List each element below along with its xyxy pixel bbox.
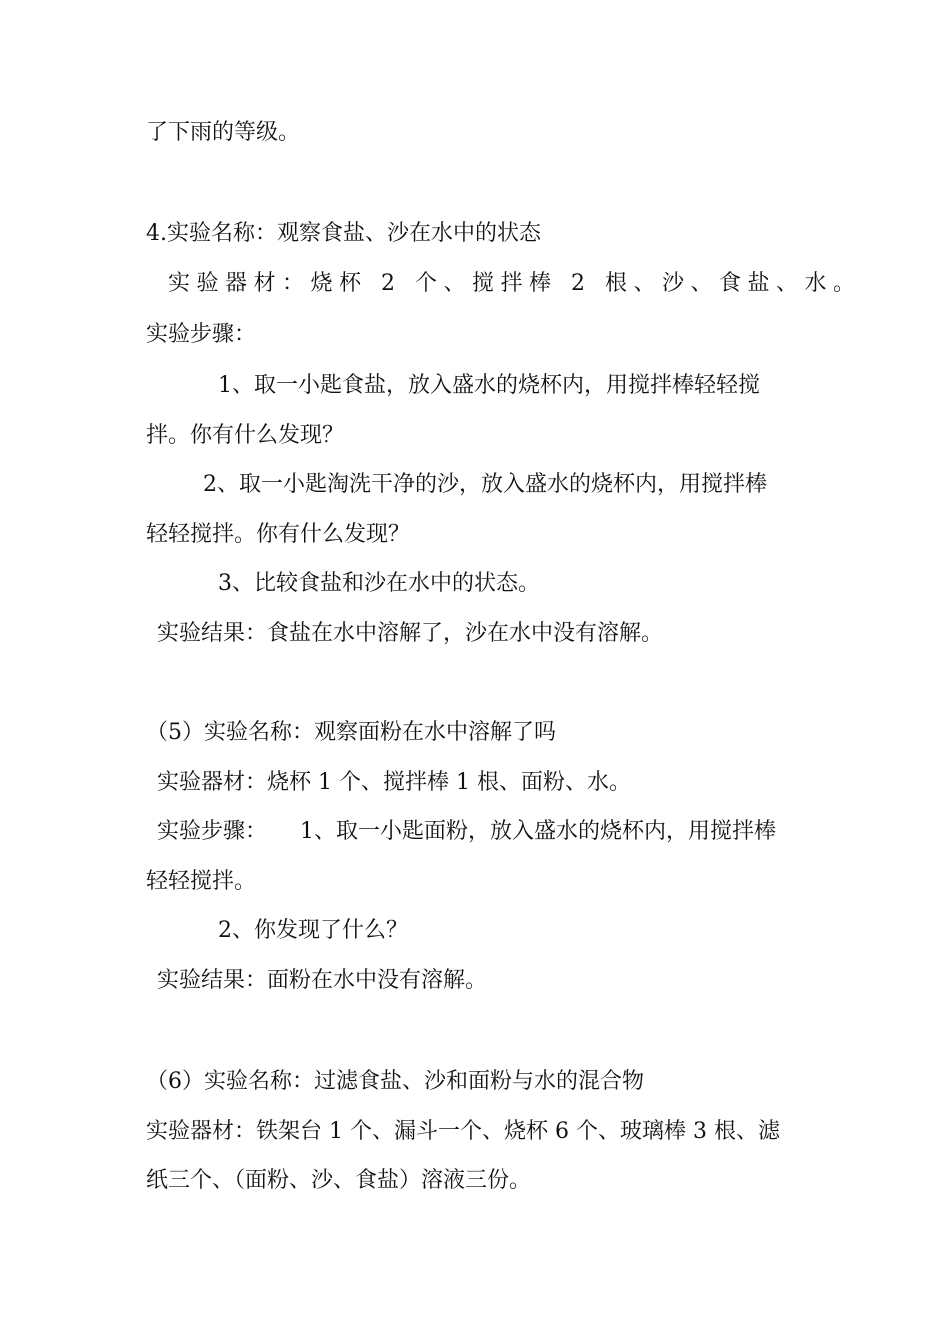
experiment-5-step-1-cont: 轻轻搅拌。 <box>146 869 257 894</box>
text-line-continuation: 了下雨的等级。 <box>146 120 301 145</box>
experiment-5-steps-label: 实验步骤： <box>157 819 268 844</box>
experiment-4-step-1: 1、取一小匙食盐，放入盛水的烧杯内，用搅拌棒轻轻搅 <box>218 373 760 398</box>
experiment-5-step-2: 2、你发现了什么？ <box>218 918 408 943</box>
experiment-4-title: 4.实验名称：观察食盐、沙在水中的状态 <box>146 221 541 246</box>
experiment-4-step-1-cont: 拌。你有什么发现？ <box>146 423 345 448</box>
experiment-4-result: 实验结果：食盐在水中溶解了，沙在水中没有溶解。 <box>157 621 664 646</box>
experiment-4-step-2-cont: 轻轻搅拌。你有什么发现？ <box>146 522 411 547</box>
experiment-4-step-2: 2、取一小匙淘洗干净的沙，放入盛水的烧杯内，用搅拌棒 <box>203 472 767 497</box>
experiment-6-materials-cont: 纸三个、（面粉、沙、食盐）溶液三份。 <box>146 1168 532 1193</box>
experiment-6-title: （6）实验名称：过滤食盐、沙和面粉与水的混合物 <box>146 1069 644 1094</box>
experiment-4-materials: 实验器材：烧杯 2 个、搅拌棒 2 根、沙、食盐、水。 <box>168 271 862 296</box>
experiment-6-materials: 实验器材：铁架台 1 个、漏斗一个、烧杯 6 个、玻璃棒 3 根、滤 <box>146 1119 780 1144</box>
experiment-5-materials: 实验器材：烧杯 1 个、搅拌棒 1 根、面粉、水。 <box>157 770 631 795</box>
experiment-4-step-3: 3、比较食盐和沙在水中的状态。 <box>218 571 540 596</box>
experiment-5-title: （5）实验名称：观察面粉在水中溶解了吗 <box>146 720 556 745</box>
experiment-5-step-1: 1、取一小匙面粉，放入盛水的烧杯内，用搅拌棒 <box>300 819 776 844</box>
experiment-5-result: 实验结果：面粉在水中没有溶解。 <box>157 968 488 993</box>
experiment-4-steps-label: 实验步骤： <box>146 322 257 347</box>
